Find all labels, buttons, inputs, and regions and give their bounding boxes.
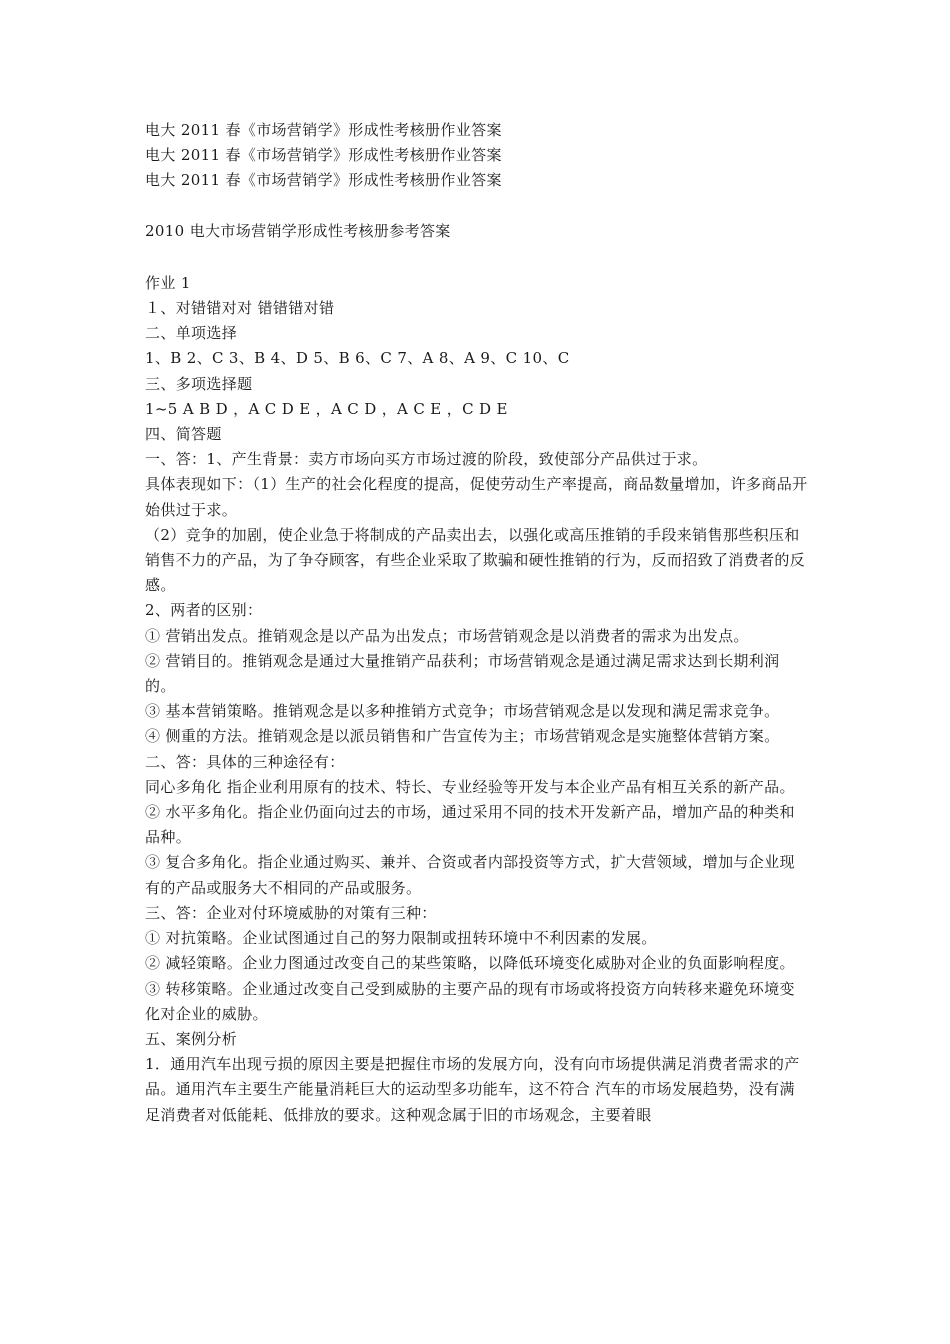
answer-paragraph: 二、答：具体的三种途径有： [145, 752, 345, 771]
subtitle: 2010 电大市场营销学形成性考核册参考答案 [145, 221, 451, 240]
document-page [145, 118, 810, 1128]
answer-paragraph: ③ 基本营销策略。推销观念是以多种推销方式竞争；市场营销观念是以发现和满足需求竞争。 [145, 702, 780, 721]
spacer [145, 194, 810, 219]
spacer [145, 244, 810, 271]
answer-paragraph: 三、答：企业对付环境威胁的对策有三种： [145, 903, 437, 922]
assignment-heading: 作业 1 [145, 273, 191, 292]
title-line-1: 电大 2011 春《市场营销学》形成性考核册作业答案 [145, 121, 502, 139]
answer-paragraph: ③ 转移策略。企业通过改变自己受到威胁的主要产品的现有市场或将投资方向转移来避免环境变化对企业的威胁。 [145, 979, 795, 1023]
answer-paragraph: （2）竞争的加剧，使企业急于将制成的产品卖出去，以强化或高压推销的手段来销售那些积压和销售不力的产品，为了争夺顾客，有些企业采取了欺骗和硬性推销的行为，反而招致了消费者的反感。 [145, 525, 806, 595]
answer-paragraph: ① 对抗策略。企业试图通过自己的努力限制或扭转环境中不利因素的发展。 [145, 929, 657, 948]
section-heading-short-answer: 四、简答题 [145, 425, 222, 444]
answer-paragraph: ① 营销出发点。推销观念是以产品为出发点；市场营销观念是以消费者的需求为出发点。 [145, 626, 749, 645]
answer-paragraph: 一、答：1、产生背景：卖方市场向买方市场过渡的阶段，致使部分产品供过于求。 [145, 450, 708, 469]
answer-paragraph: 1．通用汽车出现亏损的原因主要是把握住市场的发展方向，没有向市场提供满足消费者需求的产品。通用汽车主要生产能量消耗巨大的运动型多功能车，这不符合 汽车的市场发展趋势，没有满足消费者对低能耗、低排放的要求。这种观念属于旧的市场观念，主要着眼 [145, 1055, 800, 1124]
answer-paragraph: 具体表现如下：（1）生产的社会化程度的提高，促使劳动生产率提高，商品数量增加，许多商品开始供过于求。 [145, 475, 808, 519]
single-choice-answers: 1、B 2、C 3、B 4、D 5、B 6、C 7、A 8、A 9、C 10、C [145, 349, 570, 368]
title-line-2: 电大 2011 春《市场营销学》形成性考核册作业答案 [145, 146, 502, 165]
answer-paragraph: 2、两者的区别： [145, 601, 263, 620]
answer-paragraph: 同心多角化 指企业利用原有的技术、特长、专业经验等开发与本企业产品有相互关系的新产品。 [145, 777, 795, 796]
answer-paragraph: ② 水平多角化。指企业仍面向过去的市场，通过采用不同的技术开发新产品，增加产品的种类和品种。 [145, 803, 795, 847]
answer-paragraph: ④ 侧重的方法。推销观念是以派员销售和广告宣传为主；市场营销观念是实施整体营销方案。 [145, 727, 780, 746]
section-heading-case-analysis: 五、案例分析 [145, 1029, 238, 1048]
multiple-choice-answers: 1~5 A B D ，A C D E ，A C D ，A C E ，C D E [145, 399, 508, 418]
answer-paragraph: ② 减轻策略。企业力图通过改变自己的某些策略，以降低环境变化威胁对企业的负面影响程度。 [145, 954, 795, 973]
answer-paragraph: ③ 复合多角化。指企业通过购买、兼并、合资或者内部投资等方式，扩大营领域，增加与企业现有的产品或服务大不相同的产品或服务。 [145, 853, 795, 897]
true-false-answers: １、对错错对对 错错错对错 [145, 299, 335, 318]
answer-paragraph: ② 营销目的。推销观念是通过大量推销产品获利；市场营销观念是通过满足需求达到长期利润的。 [145, 651, 780, 696]
section-heading-multiple-choice: 三、多项选择题 [145, 374, 253, 393]
section-heading-single-choice: 二、单项选择 [145, 324, 238, 343]
title-line-3: 电大 2011 春《市场营销学》形成性考核册作业答案 [145, 171, 502, 190]
